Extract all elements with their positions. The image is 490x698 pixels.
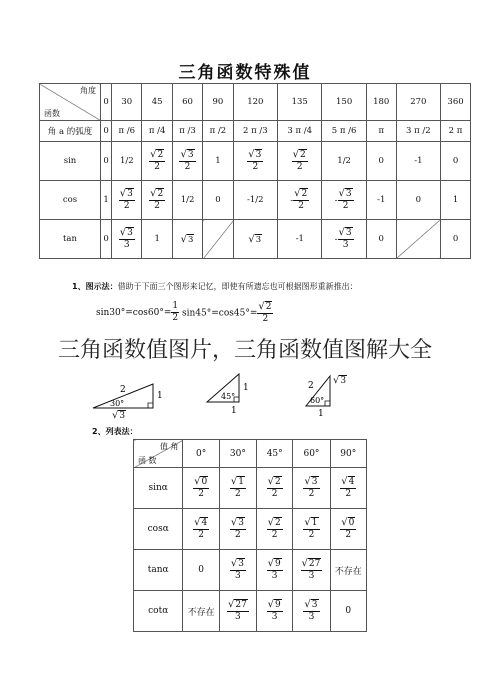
formula-1: sin30°=cos60°= $\frac{1}{2}$ xyxy=(96,301,179,323)
table-cell: 0 xyxy=(101,220,112,259)
row-label: tan xyxy=(40,220,101,259)
section1-text: 借助于下面三个图形来记忆，即使有所遗忘也可根据图形重新推出： xyxy=(117,282,358,291)
fraction: $\frac{√2}{2}$ xyxy=(267,517,281,540)
table-cell: 2 π xyxy=(441,121,471,142)
table-cell xyxy=(256,591,292,632)
t60-angle: 60° xyxy=(310,396,325,405)
fraction: $\frac{√27}{3}$ xyxy=(227,599,247,622)
table-cell xyxy=(219,591,256,632)
fraction: $\frac{√2}{2}$ xyxy=(150,188,164,211)
table-cell xyxy=(183,468,219,509)
table-cell xyxy=(293,550,330,591)
table-row xyxy=(134,591,367,632)
table-row xyxy=(134,509,367,550)
fraction: $\frac{√0}{2}$ xyxy=(194,476,208,499)
header-cell: 360 xyxy=(441,84,471,121)
table-cell: 1 xyxy=(441,181,471,220)
table-cell: -1/2 xyxy=(233,181,277,220)
table-cell: π xyxy=(366,121,396,142)
t30-base-label: √3 xyxy=(112,410,126,421)
table-cell: 0 xyxy=(366,142,396,181)
undefined-cell xyxy=(396,220,440,259)
cos-row xyxy=(40,181,471,220)
table-cell xyxy=(142,142,172,181)
header-cell: 45° xyxy=(256,440,292,468)
table-cell xyxy=(219,509,256,550)
row-label: cosα xyxy=(134,509,183,550)
table-row xyxy=(134,468,367,509)
table-cell: - $\frac{√3}{2}$ xyxy=(322,181,366,220)
table-cell: 0 xyxy=(183,550,219,591)
row-label: 角 a 的弧度 xyxy=(40,121,101,142)
header-cell: 90° xyxy=(330,440,367,468)
fraction: $\frac{√3}{2}$ xyxy=(119,188,133,211)
page-title: 三角函数特殊值 xyxy=(178,63,312,83)
triangle-60-diagram xyxy=(300,372,360,418)
t45-base: 1 xyxy=(231,406,237,416)
corner-cell xyxy=(134,440,183,468)
header-cell: 30 xyxy=(112,84,142,121)
table-cell xyxy=(256,468,292,509)
header-cell: 180 xyxy=(366,84,396,121)
row-label: tanα xyxy=(134,550,183,591)
table-cell xyxy=(293,468,330,509)
table-cell xyxy=(219,468,256,509)
row-label: sinα xyxy=(134,468,183,509)
table-cell: 3 π /4 xyxy=(278,121,322,142)
table-cell xyxy=(219,550,256,591)
table-cell: 0 xyxy=(101,142,112,181)
table-cell: π /6 xyxy=(112,121,142,142)
fraction: $\frac{√3}{3}$ xyxy=(304,599,318,622)
section2-label: 2、列表法： xyxy=(92,427,138,436)
table-cell xyxy=(256,550,292,591)
header-cell: 120 xyxy=(233,84,277,121)
fraction: $\frac{√3}{3}$ xyxy=(338,227,352,250)
table-cell: 0 xyxy=(101,121,112,142)
table-cell: π /2 xyxy=(203,121,233,142)
t45-angle: 45° xyxy=(221,392,236,401)
corner-bottom-label: 函 数 xyxy=(138,456,157,465)
fraction: $\frac{√3}{2}$ xyxy=(230,517,244,540)
fraction: $\frac{√3}{2}$ xyxy=(248,149,262,172)
fraction: $\frac{√3}{3}$ xyxy=(230,558,244,581)
table-cell xyxy=(183,509,219,550)
table-cell: -1 xyxy=(278,220,322,259)
table-cell: - $\frac{√2}{2}$ xyxy=(278,181,322,220)
t60-base: 1 xyxy=(318,409,324,418)
table-cell: 1/2 xyxy=(112,142,142,181)
table-cell: 不存在 xyxy=(183,591,219,632)
fraction: $\frac{√2}{2}$ xyxy=(292,149,306,172)
corner-top-label: 值 角 xyxy=(159,442,179,451)
table-cell: 不存在 xyxy=(330,550,367,591)
header-cell: 60° xyxy=(293,440,330,468)
fraction: $\frac{√4}{2}$ xyxy=(194,517,208,540)
radian-row xyxy=(40,121,471,142)
table-cell: 2 π /3 xyxy=(233,121,277,142)
table-cell xyxy=(112,220,142,259)
table-cell: 5 π /6 xyxy=(322,121,366,142)
table-cell xyxy=(278,142,322,181)
table-cell: √3 xyxy=(172,220,202,259)
table-cell: 3 π /2 xyxy=(396,121,440,142)
table-cell xyxy=(142,181,172,220)
header-cell: 0° xyxy=(183,440,219,468)
fraction: $\frac{√9}{3}$ xyxy=(267,558,281,581)
header-cell: 45 xyxy=(142,84,172,121)
tan-row xyxy=(40,220,471,259)
t60-hyp: 2 xyxy=(308,381,314,391)
list-method-table xyxy=(133,439,367,632)
triangle-30-diagram xyxy=(88,376,168,416)
table-cell xyxy=(293,591,330,632)
table-cell: 0 xyxy=(396,181,440,220)
table-cell: -1 xyxy=(396,142,440,181)
fraction: $\frac{√27}{3}$ xyxy=(301,558,321,581)
table-cell xyxy=(330,468,367,509)
table-row xyxy=(134,550,367,591)
special-values-table xyxy=(39,83,471,259)
table-header-row xyxy=(134,440,367,468)
table-cell xyxy=(256,509,292,550)
header-cell: 135 xyxy=(278,84,322,121)
fraction: $\frac{√0}{2}$ xyxy=(341,517,355,540)
t30-angle: 30° xyxy=(110,399,125,408)
fraction: $\frac{√1}{2}$ xyxy=(304,517,318,540)
t45-leg: 1 xyxy=(243,383,249,393)
row-label: cotα xyxy=(134,591,183,632)
header-cell: 60 xyxy=(172,84,202,121)
table-cell xyxy=(112,181,142,220)
t30-hyp: 2 xyxy=(120,385,126,395)
row-label: cos xyxy=(40,181,101,220)
corner-top-label: 角度 xyxy=(80,86,96,95)
table-cell: 1/2 xyxy=(322,142,366,181)
row-label: sin xyxy=(40,142,101,181)
formula-2: sin45°=cos45°= $\frac{√2}{2}$ xyxy=(182,301,272,324)
table-cell: 1/2 xyxy=(172,181,202,220)
table-cell: π /4 xyxy=(142,121,172,142)
undefined-cell xyxy=(203,220,233,259)
table-cell: 1 xyxy=(101,181,112,220)
table-cell: 0 xyxy=(330,591,367,632)
header-cell: 0 xyxy=(101,84,112,121)
table-cell: 0 xyxy=(441,220,471,259)
sin-row xyxy=(40,142,471,181)
corner-cell xyxy=(40,84,101,121)
table-cell: -1 xyxy=(366,181,396,220)
section1-label: 1、图示法： xyxy=(72,282,118,291)
fraction: $\frac{√3}{2}$ xyxy=(338,188,352,211)
header-cell: 90 xyxy=(203,84,233,121)
corner-bottom-label: 函数 xyxy=(44,109,60,118)
t30-leg: 1 xyxy=(157,391,163,401)
t60-leg-label: √3 xyxy=(333,375,347,386)
table-cell: 0 xyxy=(366,220,396,259)
table-cell xyxy=(172,142,202,181)
fraction: $\frac{√9}{3}$ xyxy=(267,599,281,622)
fraction: $\frac{√4}{2}$ xyxy=(341,476,355,499)
table-cell: 1 xyxy=(142,220,172,259)
table-cell: 0 xyxy=(203,181,233,220)
table-cell xyxy=(233,142,277,181)
fraction: $\frac{√2}{2}$ xyxy=(150,149,164,172)
table-cell: 1 xyxy=(203,142,233,181)
triangle-45-diagram xyxy=(203,372,263,416)
table-cell xyxy=(330,509,367,550)
table-cell: - $\frac{√3}{3}$ xyxy=(322,220,366,259)
overlay-caption: 三角函数值图片，三角函数值图解大全 xyxy=(57,338,432,363)
fraction: $\frac{√3}{2}$ xyxy=(304,476,318,499)
fraction: $\frac{√3}{3}$ xyxy=(119,227,133,250)
header-cell: 270 xyxy=(396,84,440,121)
table-header-row xyxy=(40,84,471,121)
table-cell: 0 xyxy=(441,142,471,181)
fraction: $\frac{√2}{2}$ xyxy=(294,188,308,211)
section1-heading xyxy=(72,281,358,292)
header-cell: 150 xyxy=(322,84,366,121)
table-cell: π /3 xyxy=(172,121,202,142)
fraction: $\frac{√3}{2}$ xyxy=(180,149,194,172)
table-cell: √3 xyxy=(233,220,277,259)
fraction: $\frac{√2}{2}$ xyxy=(267,476,281,499)
header-cell: 30° xyxy=(219,440,256,468)
table-cell xyxy=(293,509,330,550)
fraction: $\frac{√1}{2}$ xyxy=(230,476,244,499)
